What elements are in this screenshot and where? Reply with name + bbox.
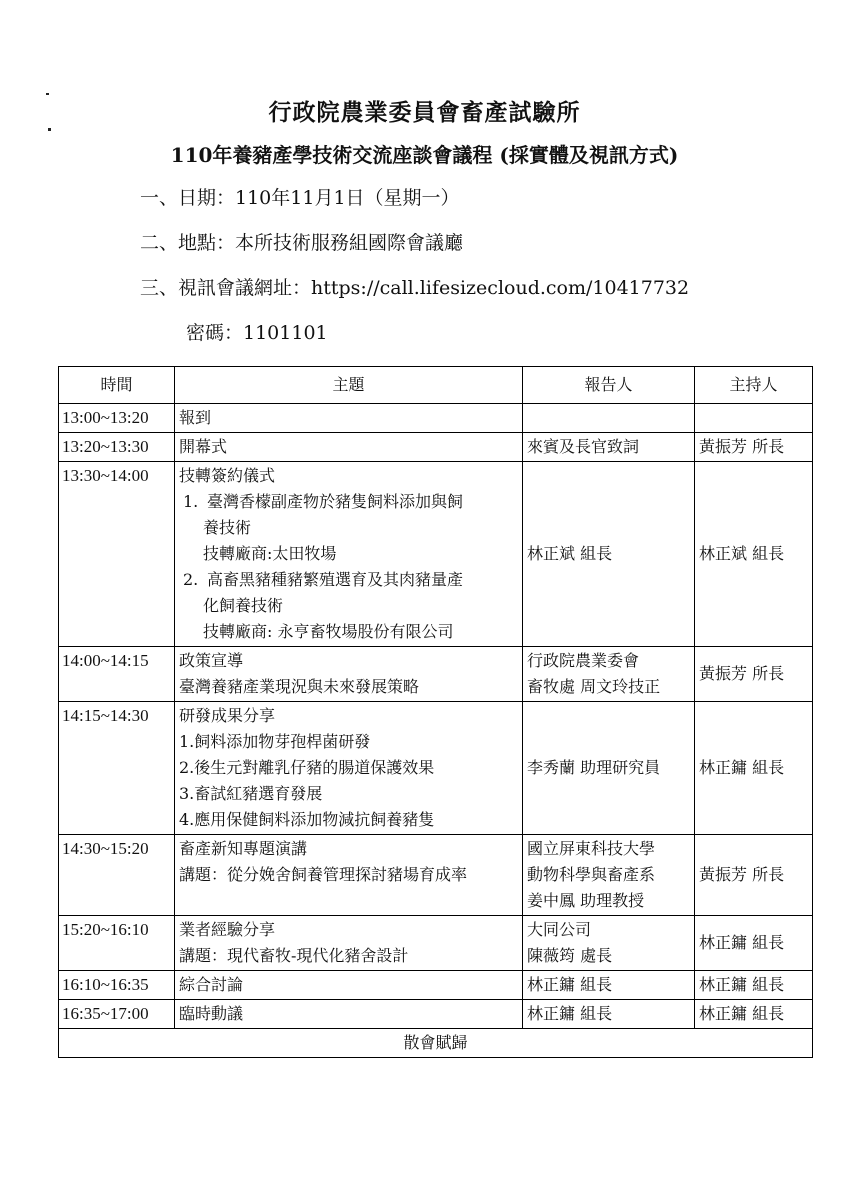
host-line: 黃振芳 所長 — [699, 664, 785, 683]
cell-speaker — [523, 404, 695, 433]
cell-time: 15:20~16:10 — [59, 916, 175, 971]
col-header-host: 主持人 — [695, 367, 813, 404]
cell-time: 14:30~15:20 — [59, 835, 175, 916]
topic-line: 研發成果分享 — [179, 706, 276, 725]
topic-line: 化飼養技術 — [203, 596, 284, 615]
table-row — [59, 647, 813, 702]
host-line: 林正斌 組長 — [699, 544, 785, 563]
host-line: 林正鏞 組長 — [699, 933, 785, 952]
table-row — [59, 404, 813, 433]
cell-speaker — [523, 462, 695, 647]
topic-line: 報到 — [179, 408, 212, 427]
topic-line: 講題：現代畜牧-現代化豬舍設計 — [179, 946, 409, 965]
speaker-line: 林正斌 組長 — [527, 544, 613, 563]
info-date: 一、日期：110年11月1日（星期一） — [140, 187, 460, 209]
speaker-line: 林正鏞 組長 — [527, 1004, 613, 1023]
cell-host — [695, 835, 813, 916]
topic-line: 3.畜試紅豬選育發展 — [179, 784, 323, 803]
speaker-line: 畜牧處 周文玲技正 — [527, 677, 661, 696]
table-row — [59, 462, 813, 647]
cell-host — [695, 702, 813, 835]
topic-line: 臨時動議 — [179, 1004, 244, 1023]
speaker-line: 姜中鳳 助理教授 — [527, 891, 645, 910]
topic-line: 開幕式 — [179, 437, 228, 456]
cell-speaker — [523, 1000, 695, 1029]
cell-time: 13:30~14:00 — [59, 462, 175, 647]
cell-topic — [175, 702, 523, 835]
host-line: 林正鏞 組長 — [699, 975, 785, 994]
topic-line: 政策宣導 — [179, 651, 244, 670]
cell-topic — [175, 971, 523, 1000]
table-row — [59, 433, 813, 462]
closing-text: 散會賦歸 — [59, 1029, 813, 1058]
cell-topic — [175, 433, 523, 462]
table-row — [59, 835, 813, 916]
topic-line: 技轉簽約儀式 — [179, 466, 276, 485]
cell-host — [695, 916, 813, 971]
info-venue: 二、地點：本所技術服務組國際會議廳 — [140, 232, 464, 254]
cell-time: 16:35~17:00 — [59, 1000, 175, 1029]
topic-line: 講題：從分娩舍飼養管理探討豬場育成率 — [179, 865, 468, 884]
host-line: 林正鏞 組長 — [699, 1004, 785, 1023]
cell-host — [695, 433, 813, 462]
item-number: 2. — [183, 570, 199, 589]
cell-speaker — [523, 971, 695, 1000]
closing-row — [59, 1029, 813, 1058]
cell-host — [695, 1000, 813, 1029]
speaker-line: 動物科學與畜產系 — [527, 865, 656, 884]
item-number: 1. — [183, 492, 199, 511]
cell-topic — [175, 916, 523, 971]
cell-topic — [175, 462, 523, 647]
col-header-topic: 主題 — [175, 367, 523, 404]
agenda-table — [58, 366, 813, 1058]
speaker-line: 林正鏞 組長 — [527, 975, 613, 994]
cell-speaker — [523, 647, 695, 702]
speaker-line: 來賓及長官致詞 — [527, 437, 640, 456]
speaker-line: 大同公司 — [527, 920, 592, 939]
cell-time: 16:10~16:35 — [59, 971, 175, 1000]
speaker-line: 陳薇筠 處長 — [527, 946, 613, 965]
table-row — [59, 1000, 813, 1029]
cell-speaker — [523, 916, 695, 971]
topic-line: 臺灣養豬產業現況與未來發展策略 — [179, 677, 420, 696]
cell-time: 14:15~14:30 — [59, 702, 175, 835]
cell-host — [695, 971, 813, 1000]
cell-topic — [175, 1000, 523, 1029]
topic-line: 業者經驗分享 — [179, 920, 276, 939]
topic-line: 畜產新知專題演講 — [179, 839, 308, 858]
cell-topic — [175, 835, 523, 916]
cell-time: 13:00~13:20 — [59, 404, 175, 433]
topic-line: 技轉廠商: 永亨畜牧場股份有限公司 — [203, 622, 454, 641]
cell-host — [695, 462, 813, 647]
cell-speaker — [523, 433, 695, 462]
topic-line: 綜合討論 — [179, 975, 244, 994]
cell-topic — [175, 404, 523, 433]
col-header-time: 時間 — [59, 367, 175, 404]
host-line: 黃振芳 所長 — [699, 865, 785, 884]
speaker-line: 國立屏東科技大學 — [527, 839, 656, 858]
cell-topic — [175, 647, 523, 702]
table-row — [59, 916, 813, 971]
col-header-speaker: 報告人 — [523, 367, 695, 404]
topic-line: 4.應用保健飼料添加物減抗飼養豬隻 — [179, 810, 435, 829]
cell-speaker — [523, 702, 695, 835]
topic-line: 1.飼料添加物芽孢桿菌研發 — [179, 732, 371, 751]
table-row — [59, 971, 813, 1000]
host-line: 黃振芳 所長 — [699, 437, 785, 456]
table-header-row — [59, 367, 813, 404]
topic-line: 技轉廠商:太田牧場 — [203, 544, 337, 563]
cell-speaker — [523, 835, 695, 916]
cell-time: 13:20~13:30 — [59, 433, 175, 462]
scan-speck — [48, 128, 51, 131]
info-password: 密碼：1101101 — [186, 322, 328, 344]
topic-line: 臺灣香檬副產物於豬隻飼料添加與飼 — [207, 492, 464, 511]
topic-line: 高畜黑豬種豬繁殖選育及其肉豬量產 — [207, 570, 464, 589]
topic-line: 養技術 — [203, 518, 252, 537]
cell-host — [695, 647, 813, 702]
info-video-url: 三、視訊會議網址：https://call.lifesizecloud.com/10417732 — [140, 277, 690, 299]
host-line: 林正鏞 組長 — [699, 758, 785, 777]
org-title: 行政院農業委員會畜產試驗所 — [268, 99, 581, 126]
table-row — [59, 702, 813, 835]
topic-line: 2.後生元對離乳仔豬的腸道保護效果 — [179, 758, 435, 777]
speaker-line: 行政院農業委會 — [527, 651, 640, 670]
speaker-line: 李秀蘭 助理研究員 — [527, 758, 661, 777]
agenda-title: 110年養豬產學技術交流座談會議程 (採實體及視訊方式) — [170, 143, 679, 167]
cell-time: 14:00~14:15 — [59, 647, 175, 702]
cell-host — [695, 404, 813, 433]
